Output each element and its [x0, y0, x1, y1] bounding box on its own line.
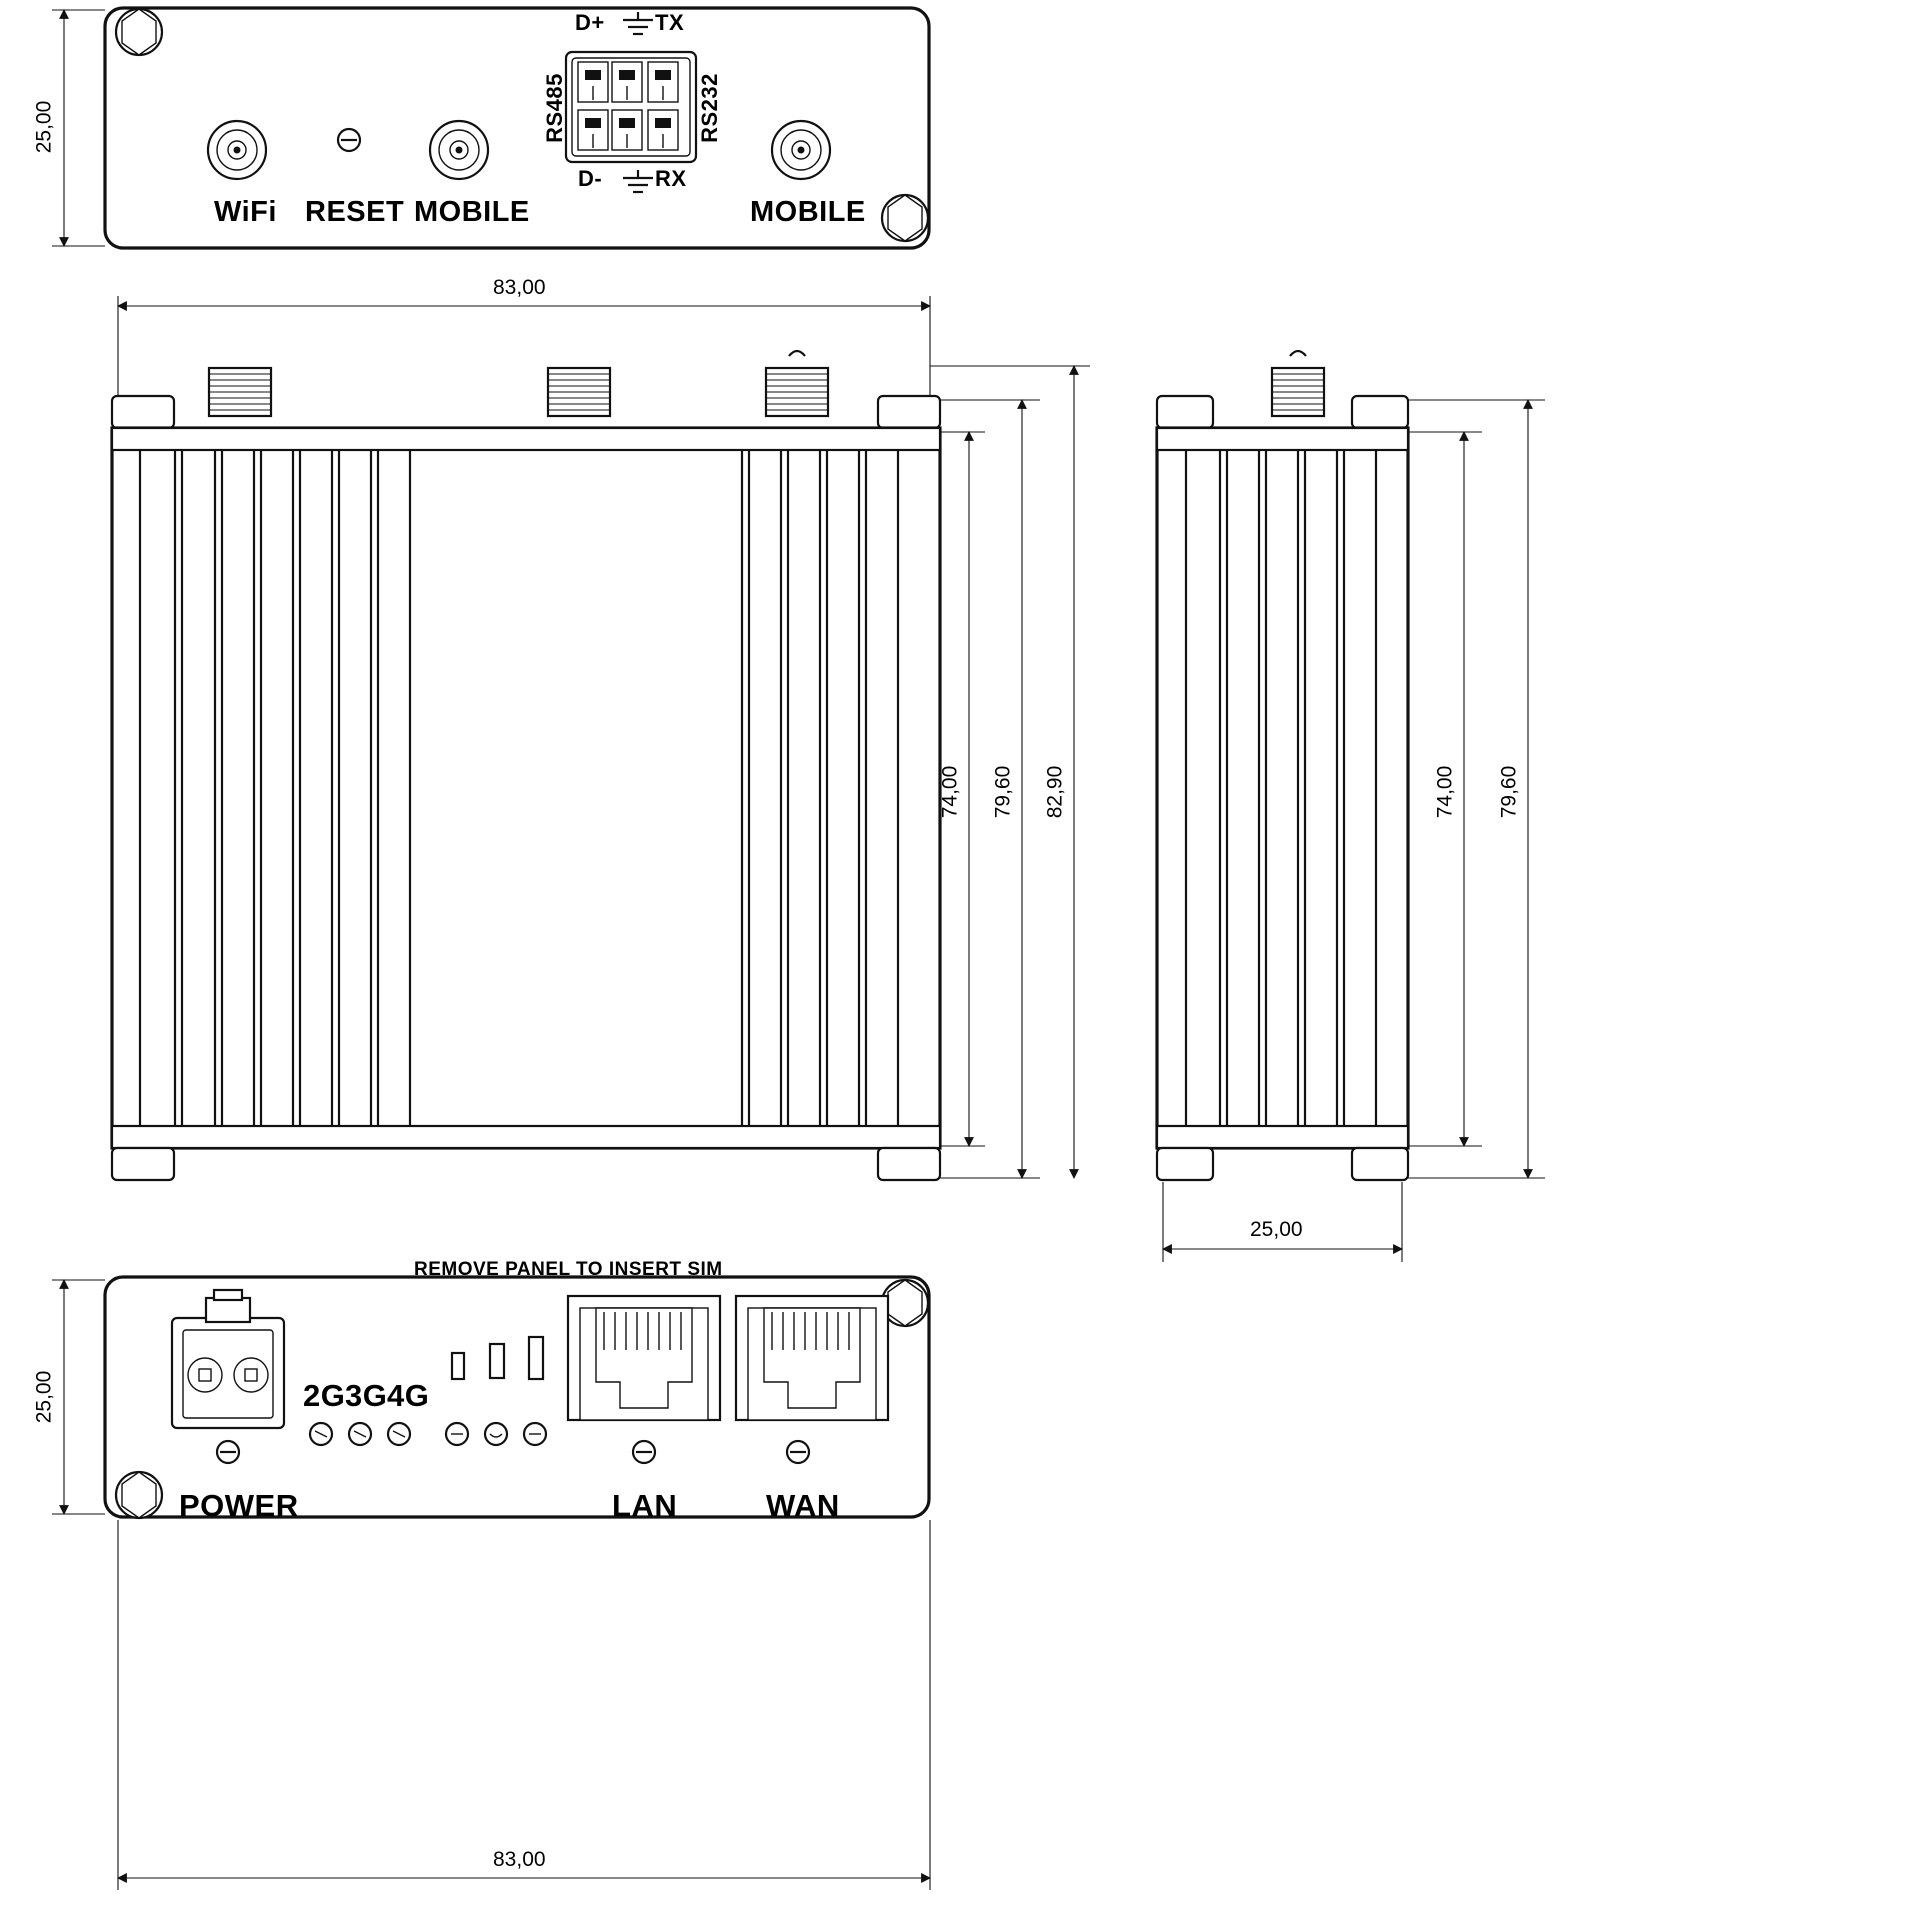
- label-lan: LAN: [612, 1488, 678, 1523]
- terminal-label-rx: RX: [655, 166, 687, 191]
- dim-front-h-74: 74,00: [938, 765, 962, 819]
- dim-side-h-796: 79,60: [1497, 765, 1521, 819]
- led-label-3g: 3G: [345, 1378, 388, 1413]
- terminal-label-tx: TX: [655, 10, 685, 35]
- led-label-2g: 2G: [303, 1378, 346, 1413]
- note-remove-panel: REMOVE PANEL TO INSERT SIM: [414, 1259, 723, 1280]
- label-mobile-2: MOBILE: [750, 196, 866, 228]
- terminal-label-dplus: D+: [575, 10, 605, 35]
- terminal-label-rs485: RS485: [541, 73, 567, 143]
- label-wan: WAN: [766, 1488, 840, 1523]
- label-wifi: WiFi: [214, 196, 277, 228]
- dim-front-h-829: 82,90: [1043, 765, 1067, 819]
- label-reset: RESET: [305, 196, 405, 228]
- dim-side-depth: 25,00: [1250, 1218, 1303, 1241]
- terminal-label-dminus: D-: [578, 166, 603, 191]
- dim-top-height: 25,00: [32, 100, 56, 154]
- led-label-4g: 4G: [387, 1378, 430, 1413]
- terminal-label-rs232: RS232: [696, 73, 722, 143]
- label-power: POWER: [179, 1488, 299, 1523]
- label-mobile-1: MOBILE: [414, 196, 530, 228]
- dim-front-width: 83,00: [493, 276, 546, 299]
- dim-bottom-width: 83,00: [493, 1848, 546, 1871]
- dim-side-h-74: 74,00: [1433, 765, 1457, 819]
- front-view-group: [112, 296, 1090, 1180]
- bottom-view-group: [52, 1277, 930, 1890]
- dim-front-h-796: 79,60: [991, 765, 1015, 819]
- side-view-group: [1157, 351, 1545, 1262]
- dim-bottom-height: 25,00: [32, 1370, 56, 1424]
